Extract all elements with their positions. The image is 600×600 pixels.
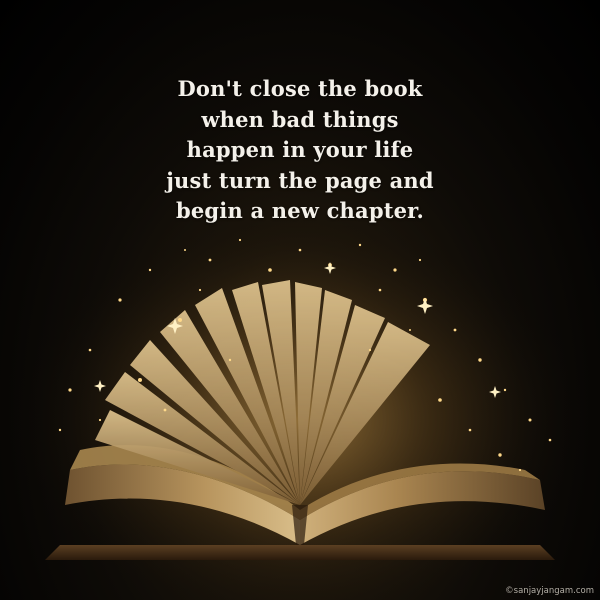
quote-line: when bad things: [201, 106, 399, 132]
quote-line: begin a new chapter.: [175, 198, 425, 223]
book-cover: [45, 545, 555, 560]
quote-line: happen in your life: [186, 137, 414, 162]
quote-line: just turn the page and: [166, 167, 434, 193]
watermark: ©sanjayjangam.com: [505, 586, 594, 596]
quote-text: [0, 74, 600, 227]
quote-line: Don't close the book: [177, 76, 423, 101]
